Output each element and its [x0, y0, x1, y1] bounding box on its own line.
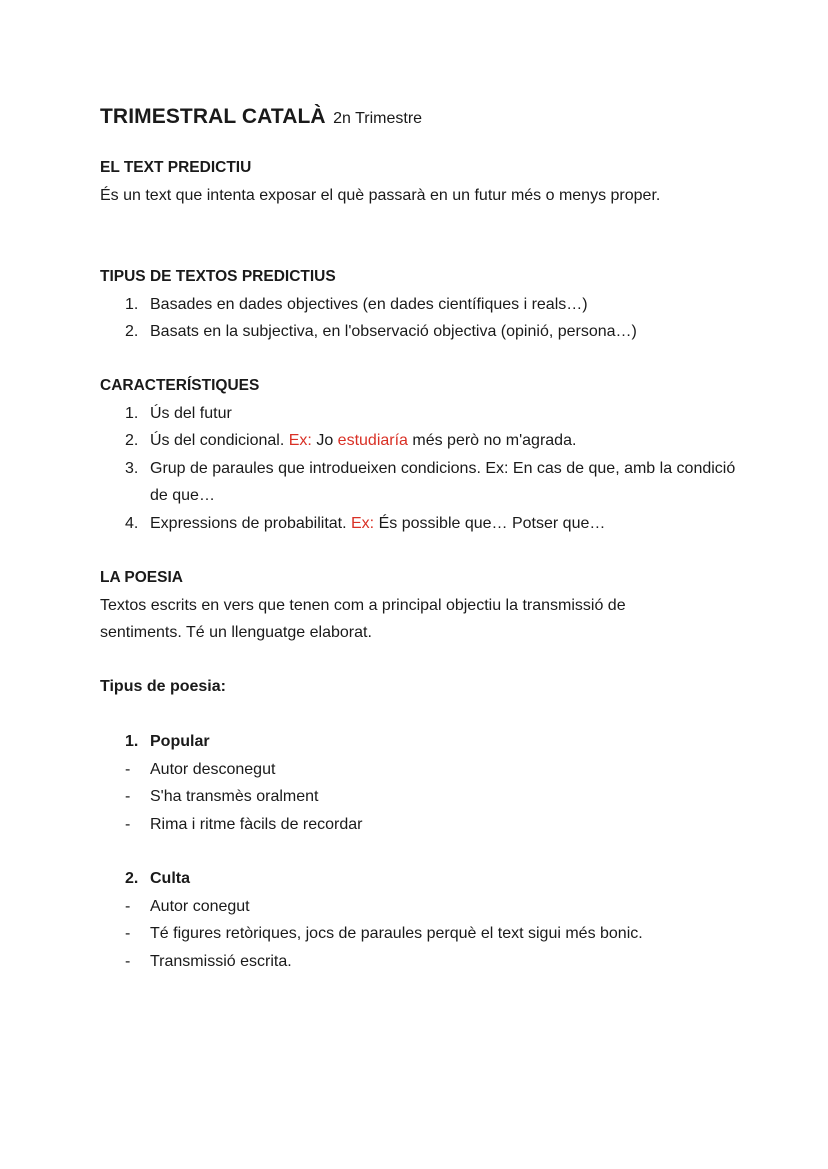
list-item-text: Autor desconegut: [150, 760, 276, 778]
list-number: 2.: [125, 870, 139, 887]
dash-bullet: -: [125, 760, 131, 778]
document-title: [100, 102, 422, 134]
list-item: [100, 756, 740, 784]
example-marker: Ex:: [288, 432, 312, 449]
dash-list: [100, 893, 760, 976]
poesia-culta: [100, 865, 760, 975]
list-item-text: Ús del futur: [150, 404, 232, 422]
section-heading: Tipus de poesia:: [100, 678, 226, 695]
highlighted-word: estudiaría: [337, 432, 408, 449]
list-number: 1.: [125, 404, 139, 422]
subsection-label: Culta: [150, 870, 190, 887]
list-item-text: Basats en la subjectiva, en l'observació objectiva (opinió, persona…): [150, 323, 637, 340]
list-number: 3.: [125, 459, 139, 477]
list-item-text: S'ha transmès oralment: [150, 788, 319, 805]
section-tipus-poesia: [100, 673, 740, 701]
list-item-text: més però no m'agrada.: [407, 432, 577, 449]
poesia-popular: [100, 728, 740, 838]
list-item: [100, 291, 760, 319]
list-item: [100, 783, 740, 811]
dash-bullet: -: [125, 952, 131, 970]
numbered-list: [100, 291, 760, 346]
list-number: 4.: [125, 514, 139, 532]
list-item-text: Basades en dades objectives (en dades científiques i reals…): [150, 295, 588, 313]
list-number: 1.: [125, 733, 139, 750]
list-item: [100, 427, 740, 455]
list-number: 1.: [125, 295, 139, 313]
section-heading: LA POESIA: [100, 569, 183, 586]
section-paragraph: Textos escrits en vers que tenen com a principal objectiu la transmissió de sentiments. Té un llenguatge elaborat.: [100, 596, 626, 641]
example-marker: Ex:: [351, 514, 375, 532]
list-item: [100, 510, 740, 538]
list-item-text: Transmissió escrita.: [150, 952, 292, 970]
section-paragraph: És un text que intenta exposar el què passarà en un futur més o menys proper.: [100, 186, 661, 204]
section-heading: CARACTERÍSTIQUES: [100, 377, 260, 394]
list-item: [100, 920, 760, 948]
title-sub: 2n Trimestre: [333, 110, 423, 127]
list-item: [100, 811, 740, 839]
numbered-list: [100, 400, 740, 538]
subsection-label: Popular: [150, 733, 210, 750]
section-caracteristiques: [100, 372, 740, 537]
list-item-text: Ús del condicional.: [150, 432, 289, 449]
subsection-heading: [100, 865, 760, 893]
dash-bullet: -: [125, 788, 131, 805]
list-item-text: Autor conegut: [150, 897, 250, 915]
section-heading: EL TEXT PREDICTIU: [100, 159, 252, 176]
subsection-heading: [100, 728, 740, 756]
section-heading: TIPUS DE TEXTOS PREDICTIUS: [100, 268, 336, 285]
list-item: [100, 948, 760, 976]
list-number: 2.: [125, 432, 139, 449]
list-number: 2.: [125, 323, 139, 340]
dash-bullet: -: [125, 925, 131, 942]
title-main: TRIMESTRAL CATALÀ: [100, 105, 326, 128]
dash-bullet: -: [125, 815, 131, 833]
list-item: [100, 318, 760, 346]
list-item-text: Expressions de probabilitat.: [150, 514, 351, 532]
dash-list: [100, 756, 740, 839]
list-item: [100, 893, 760, 921]
list-item-text: Té figures retòriques, jocs de paraules perquè el text sigui més bonic.: [150, 925, 643, 942]
list-item: [100, 400, 740, 428]
list-item-text: Jo: [311, 432, 338, 449]
list-item-text: És possible que… Potser que…: [374, 514, 606, 532]
list-item-text: Rima i ritme fàcils de recordar: [150, 815, 363, 833]
section-text-predictiu: [100, 154, 740, 209]
section-la-poesia: [100, 564, 710, 647]
section-tipus-textos: [100, 263, 760, 346]
dash-bullet: -: [125, 897, 131, 915]
list-item-text: Grup de paraules que introdueixen condicions. Ex: En cas de que, amb la condició de que…: [150, 459, 736, 504]
list-item: [100, 455, 740, 510]
